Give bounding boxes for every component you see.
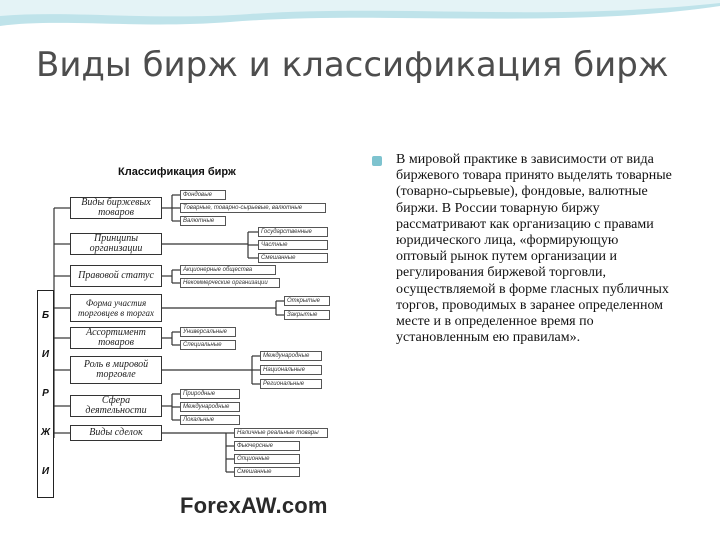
leaf-box: Региональные — [260, 379, 322, 389]
classification-diagram — [30, 148, 370, 530]
leaf-box: Фондовые — [180, 190, 226, 200]
leaf-box: Природные — [180, 389, 240, 399]
leaf-box: Частные — [258, 240, 328, 250]
side-letter: Б — [41, 310, 50, 322]
leaf-box: Некоммерческие организации — [180, 278, 280, 288]
leaf-box: Локальные — [180, 415, 240, 425]
category-box: Форма участия торговцев в торгах — [70, 294, 162, 322]
category-box: Ассортимент товаров — [70, 327, 162, 349]
header-wave-decoration — [0, 0, 720, 40]
leaf-box: Международные — [180, 402, 240, 412]
leaf-box: Товарные, товарно-сырьевые, валютные — [180, 203, 326, 213]
leaf-box: Смешанные — [234, 467, 300, 477]
leaf-box: Государственные — [258, 227, 328, 237]
leaf-box: Открытые — [284, 296, 330, 306]
category-box: Сфера деятельности — [70, 395, 162, 417]
category-box: Правовой статус — [70, 265, 162, 287]
diagram-title: Классификация бирж — [118, 166, 236, 178]
side-letter: Ж — [40, 426, 51, 438]
leaf-box: Специальные — [180, 340, 236, 350]
watermark-text: ForexAW.com — [180, 493, 328, 518]
leaf-box: Опционные — [234, 454, 300, 464]
side-letter: Р — [42, 387, 49, 399]
category-box: Виды сделок — [70, 425, 162, 441]
category-box: Виды биржевых товаров — [70, 197, 162, 219]
leaf-box: Смешанные — [258, 253, 328, 263]
bullet-marker-icon — [372, 156, 382, 166]
leaf-box: Закрытые — [284, 310, 330, 320]
slide-title: Виды бирж и классификация бирж — [36, 45, 669, 85]
leaf-box: Наличные реальные товары — [234, 428, 328, 438]
leaf-box: Валютные — [180, 216, 226, 226]
leaf-box: Национальные — [260, 365, 322, 375]
side-label-birzhi — [37, 290, 54, 498]
bullet-text: В мировой практике в зависимости от вида биржевого товара принято выделять товарные (товарно-сырьевые), фондовые, валютные биржи. В России товарную биржу рассматривают как организацию с правами юридического лица, «формирующую оптовый рынок путем организации и регулирования биржевой торговли, осуществляемой в форме гласных публичных торгов, проводимых в заранее определенном месте и в определенное время по установленным ею правилам». — [396, 152, 672, 346]
leaf-box: Фьючерсные — [234, 441, 300, 451]
leaf-box: Универсальные — [180, 327, 236, 337]
side-letter: И — [41, 465, 50, 477]
leaf-box: Акционерные общества — [180, 265, 276, 275]
category-box: Принципы организации — [70, 233, 162, 255]
leaf-box: Международные — [260, 351, 322, 361]
category-box: Роль в мировой торговле — [70, 356, 162, 384]
side-letter: И — [41, 349, 50, 361]
